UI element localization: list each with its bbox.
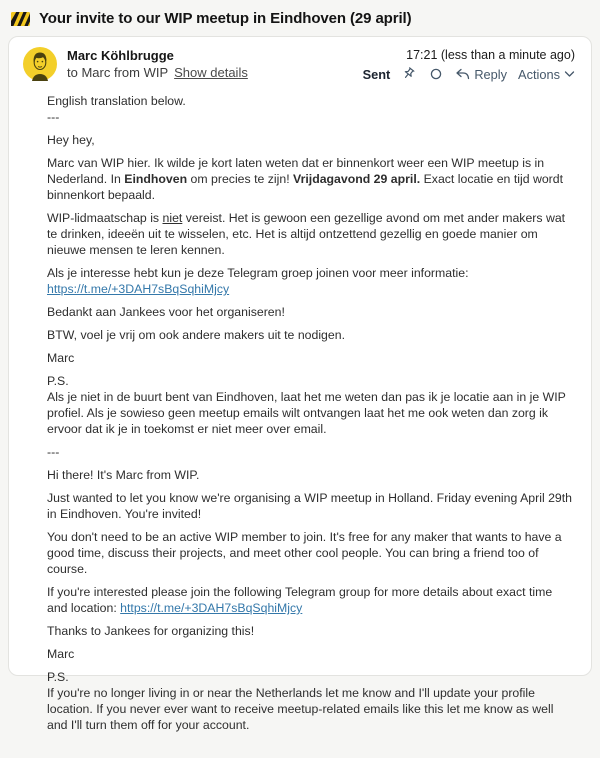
paragraph (47, 132, 575, 148)
header-right (363, 47, 575, 82)
pin-icon[interactable] (401, 66, 417, 82)
actions-label: Actions (518, 66, 560, 82)
sender-block (67, 47, 248, 81)
body-text: Als je niet in de buurt bent van Eindhoven, laat het me weten dan pas ik je locatie aan in je WIP profiel. Als je sowieso geen meetup emails wilt ontvangen laat het me ook weten dan zorg ik ervoor dat ik je in toekomst er niet meer over email. (47, 390, 566, 436)
body-text: Just wanted to let you know we're organising a WIP meetup in Holland. Friday evening April 29th in Eindhoven. You're invited! (47, 491, 573, 521)
paragraph (47, 327, 575, 343)
status-badge: Sent (362, 66, 391, 82)
paragraph (47, 155, 575, 203)
body-text: You don't need to be an active WIP member to join. It's free for any maker that wants to have a good time, discuss their projects, and meet other cool people. You can bring a friend too of course. (47, 530, 562, 576)
page-title: Your invite to our WIP meetup in Eindhoven (29 april) (39, 10, 412, 27)
paragraph (47, 646, 575, 662)
paragraph (47, 467, 575, 483)
paragraph (47, 265, 575, 297)
paragraph (47, 373, 575, 437)
email-card (8, 36, 592, 732)
body-text: P.S. (47, 670, 69, 684)
paragraph (47, 669, 575, 733)
body-text: Hi there! It's Marc from WIP. (47, 468, 200, 482)
body-text: om precies te zijn! (187, 172, 294, 186)
paragraph (47, 584, 575, 616)
body-text: Marc van WIP hier. Ik wilde je kort laten weten dat er binnenkort weer een WIP meetup is in Nederland. In (47, 156, 545, 186)
paragraph (47, 490, 575, 522)
body-text: Bedankt aan Jankees voor het organiseren! (47, 305, 285, 319)
status-circle-icon[interactable] (428, 66, 444, 82)
body-text: Exact locatie en tijd wordt binnenkort bepaald. (47, 172, 564, 202)
reply-label: Reply (474, 66, 508, 82)
chevron-down-icon (564, 70, 575, 78)
paragraph (47, 350, 575, 366)
actions-dropdown[interactable] (518, 67, 575, 82)
body-text: If you're no longer living in or near the Netherlands let me know and I'll update your profile location. If you never ever want to receive meetup-related emails like this let me know as well and I'll turn them off for your account. (47, 686, 554, 732)
bold-text: Eindhoven (124, 172, 188, 186)
body-text: --- (47, 110, 60, 124)
body-text: BTW, voel je vrij om ook andere makers uit te nodigen. (47, 328, 345, 342)
show-details-link[interactable]: Show details (174, 65, 248, 80)
timestamp: 17:21 (less than a minute ago) (406, 48, 575, 62)
avatar[interactable] (23, 47, 57, 81)
underlined-text: niet (162, 211, 183, 225)
paragraph (47, 304, 575, 320)
body-text: WIP-lidmaatschap is (47, 211, 163, 225)
body-text: English translation below. (47, 94, 186, 108)
body-text: Marc (47, 351, 75, 365)
body-text: Als je interesse hebt kun je deze Telegram groep joinen voor meer informatie: (47, 266, 469, 280)
telegram-link[interactable]: https://t.me/+3DAH7sBqSqhiMjcy (47, 282, 230, 296)
email-body (9, 84, 591, 758)
reply-arrow-icon (455, 68, 470, 81)
thread-title-bar (0, 0, 600, 36)
paragraph (47, 93, 575, 125)
sender-name: Marc Köhlbrugge (67, 48, 174, 63)
body-text: P.S. (47, 374, 69, 388)
body-text: --- (47, 445, 60, 459)
email-header (9, 37, 591, 84)
paragraph (47, 444, 575, 460)
bold-text: Vrijdagavond 29 april. (293, 172, 421, 186)
paragraph (47, 623, 575, 639)
body-text: Hey hey, (47, 133, 95, 147)
wip-logo-icon (11, 12, 30, 26)
reply-button[interactable] (455, 67, 507, 82)
paragraph (47, 529, 575, 577)
body-text: Thanks to Jankees for organizing this! (47, 624, 255, 638)
actions-row (363, 66, 575, 82)
recipient-line: to Marc from WIP (67, 65, 169, 80)
body-text: Marc (47, 647, 75, 661)
body-text: If you're interested please join the following Telegram group for more details about exact time and location: (47, 585, 553, 615)
paragraph (47, 210, 575, 258)
recipient-row (67, 64, 248, 81)
body-text: vereist. Het is gewoon een gezellige avond om met ander makers wat te drinken, ideeën uit te wisselen, etc. Het is altijd ontzettend gezellig en goede manier om nieuwe mensen te leren kennen. (47, 211, 566, 257)
telegram-link[interactable]: https://t.me/+3DAH7sBqSqhiMjcy (120, 601, 303, 615)
